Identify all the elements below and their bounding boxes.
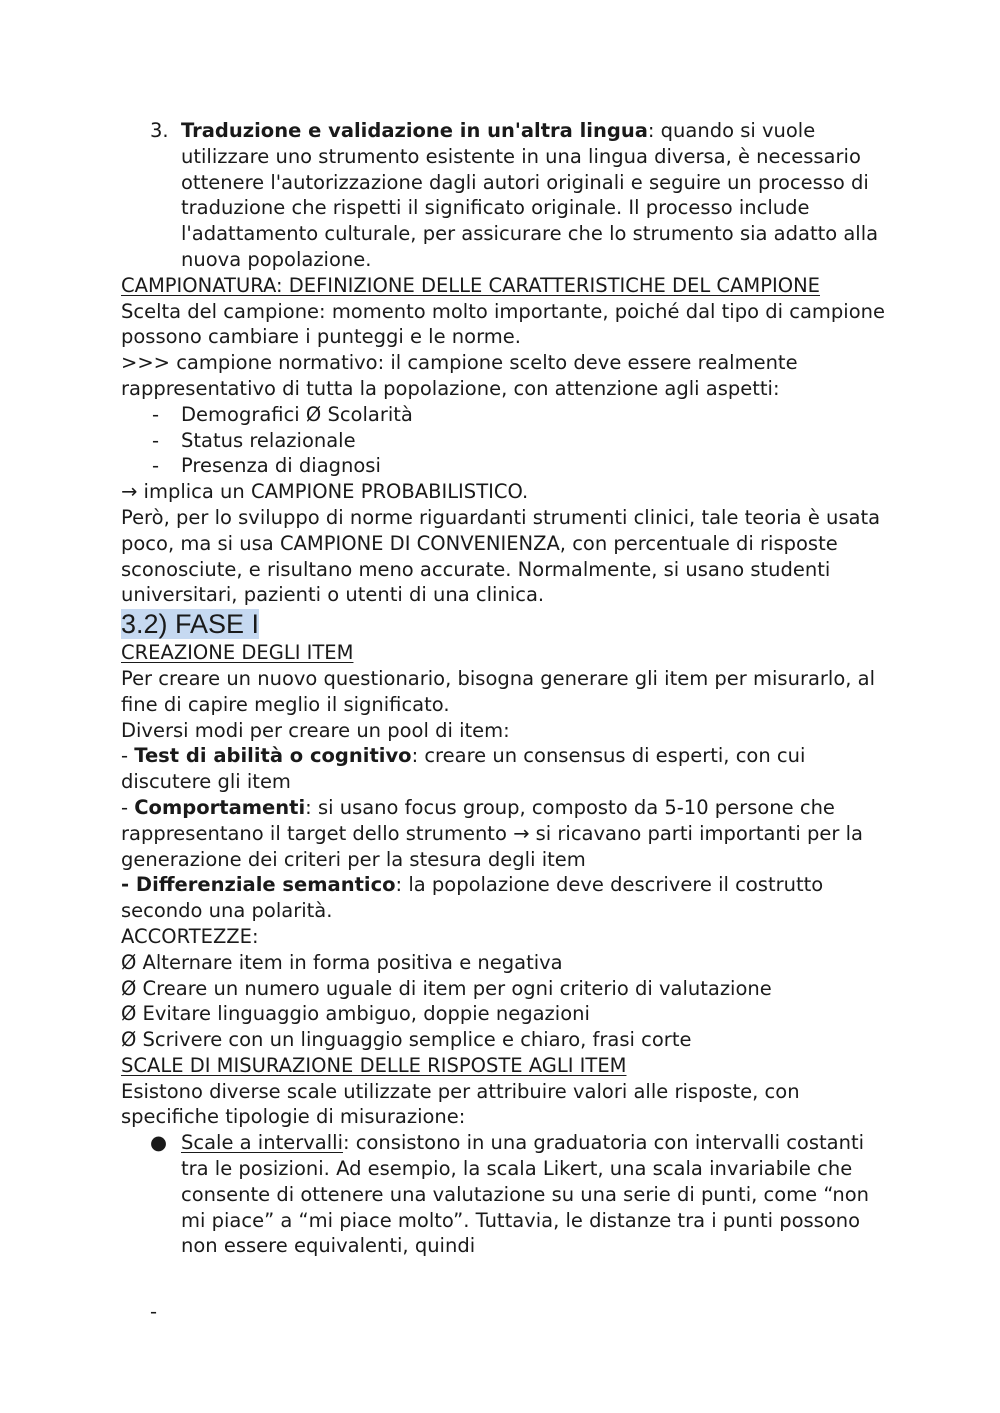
accortezza-item: Ø Creare un numero uguale di item per ogni criterio di valutazione xyxy=(121,976,772,1000)
item-title: Traduzione e validazione in un'altra lingua xyxy=(181,119,648,142)
method-text: : creare un consensus di esperti, con cui discutere gli item xyxy=(121,744,806,794)
bullet-list-item xyxy=(121,1130,891,1259)
paragraph: Diversi modi per creare un pool di item: xyxy=(121,718,510,742)
ordered-list-item-3 xyxy=(121,118,891,273)
dash-list-item xyxy=(121,428,891,454)
method-label: Comportamenti xyxy=(134,795,306,819)
method-prefix: - xyxy=(121,744,135,768)
method-item xyxy=(121,743,891,795)
bullet-item-label: Scale a intervalli xyxy=(181,1131,343,1155)
trailing-dash: - xyxy=(150,1300,158,1323)
dash-list-item xyxy=(121,453,891,479)
page-content xyxy=(121,118,891,1259)
paragraph: Esistono diverse scale utilizzate per attribuire valori alle risposte, con specifiche tipologie di misurazione: xyxy=(121,1079,800,1129)
paragraph: Però, per lo sviluppo di norme riguardanti strumenti clinici, tale teoria è usata poco, ma si usa CAMPIONE DI CONVENIENZA, con percentuale di risposte sconosciute, e risultano meno accurate. Normalmente, si usano studenti universitari, pazienti o utenti di una clinica. xyxy=(121,505,881,607)
paragraph: → implica un CAMPIONE PROBABILISTICO. xyxy=(121,480,529,504)
accortezze-label: ACCORTEZZE: xyxy=(121,924,259,948)
item-text: : quando si vuole utilizzare uno strumento esistente in una lingua diversa, è necessario ottenere l'autorizzazione dagli autori originali e seguire un processo di traduzione che rispetti il significato originale. Il processo include l'adattamento culturale, per assicurare che lo strumento sia adatto alla nuova popolazione. xyxy=(181,119,879,271)
paragraph: >>> campione normativo: il campione scelto deve essere realmente rappresentativo di tutta la popolazione, con attenzione agli aspetti: xyxy=(121,351,798,400)
section-heading-creazione: CREAZIONE DEGLI ITEM xyxy=(121,641,354,665)
dash-marker: - xyxy=(152,454,160,478)
list-number: 3. xyxy=(150,119,169,142)
accortezza-item: Ø Alternare item in forma positiva e negativa xyxy=(121,950,563,974)
section-heading-campionatura: CAMPIONATURA: DEFINIZIONE DELLE CARATTERISTICHE DEL CAMPIONE xyxy=(121,273,820,297)
method-label: Test di abilità o cognitivo xyxy=(134,744,412,768)
accortezza-item: Ø Evitare linguaggio ambiguo, doppie negazioni xyxy=(121,1002,590,1026)
section-heading-scale: SCALE DI MISURAZIONE DELLE RISPOSTE AGLI ITEM xyxy=(121,1053,627,1077)
method-item xyxy=(121,872,891,924)
method-text: : la popolazione deve descrivere il costrutto secondo una polarità. xyxy=(121,873,824,923)
dash-item-text: Status relazionale xyxy=(181,428,356,452)
method-item xyxy=(121,795,891,872)
dash-marker: - xyxy=(152,402,160,426)
dash-marker: - xyxy=(152,428,160,452)
dash-list-item xyxy=(121,402,891,428)
dash-item-text: Presenza di diagnosi xyxy=(181,454,381,478)
paragraph: Per creare un nuovo questionario, bisogna generare gli item per misurarlo, al fine di capire meglio il significato. xyxy=(121,666,876,716)
method-prefix: - xyxy=(121,795,135,819)
bullet-marker: ● xyxy=(150,1131,168,1155)
method-label: - Differenziale semantico xyxy=(121,873,396,897)
paragraph: Scelta del campione: momento molto importante, poiché dal tipo di campione possono cambiare i punteggi e le norme. xyxy=(121,299,885,349)
dash-item-text: Demografici Ø Scolarità xyxy=(181,402,413,426)
method-text: : si usano focus group, composto da 5-10 persone che rappresentano il target dello strumento → si ricavano parti importanti per la generazione dei criteri per la stesura degli item xyxy=(121,795,863,871)
section-heading-fase xyxy=(121,609,891,640)
bullet-item-text: : consistono in una graduatoria con intervalli costanti tra le posizioni. Ad esempio, la scala Likert, una scala invariabile che consente di ottenere una valutazione su una serie di punti, come “non mi piace” a “mi piace molto”. Tuttavia, le distanze tra i punti possono non essere equivalenti, quindi xyxy=(181,1131,870,1258)
accortezza-item: Ø Scrivere con un linguaggio semplice e chiaro, frasi corte xyxy=(121,1028,692,1052)
highlighted-heading-text: 3.2) FASE I xyxy=(121,609,260,640)
